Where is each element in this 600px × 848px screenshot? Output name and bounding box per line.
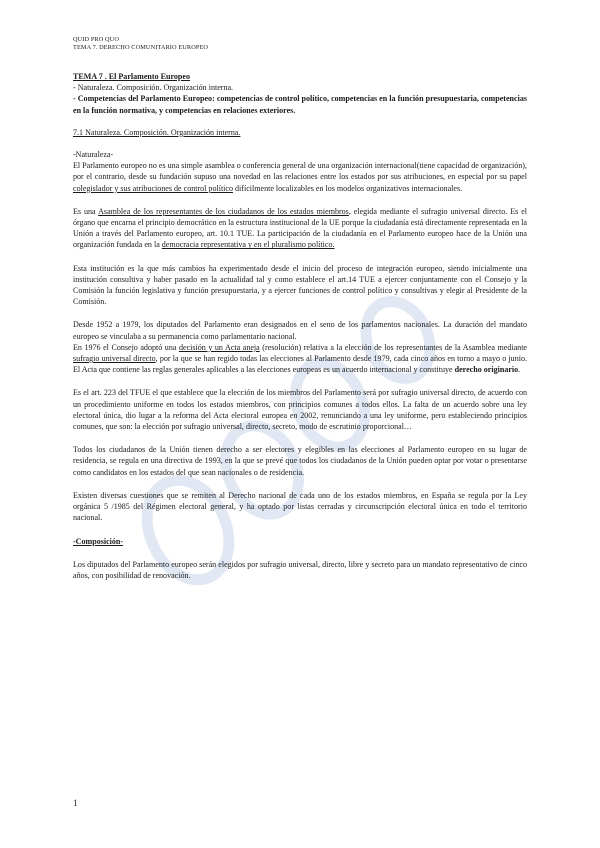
paragraph-9: Los diputados del Parlamento europeo serán elegidos por sufragio universal, directo, libre y secreto para un mandato representativo de cinco años, con posibilidad de renovación. [73,559,527,580]
document-body [73,71,527,581]
paragraph-6: Es el art. 223 del TFUE el que establece que la elección de los miembros del Parlamento será por sufragio universal directo, de acuerdo con un procedimiento uniforme en todos los estados miembros, con principios comunes a todos ellos. La falta de un acuerdo sobre una ley electoral única, dio lugar a la reforma del Acta electoral europea en 2002, renunciando a una ley uniforme, pero estableciendo principios comunes, que son: la elección por sufragio universal, directo, secreto, modo de escrutinio proporcional… [73,388,527,432]
page-number: 1 [73,798,78,808]
paragraph-3: Esta institución es la que más cambios ha experimentado desde el inicio del proceso de integración europeo, siendo inicialmente una institución consultiva y haber pasado en la actualidad tal y como establece el art.14 TUE a ejercer conjuntamente con el Consejo y la Comisión la función legislativa y función presupuestaria, y a ejercer funciones de control político y consultivas y elegir al Presidente de la Comisión. [73,263,527,307]
paragraph-4: Desde 1952 a 1979, los diputados del Parlamento eran designados en el seno de los parlamentos nacionales. La duración del mandato europeo se vinculaba a su permanencia como parlamentario nacional. [73,320,527,341]
document-title: TEMA 7 . El Parlamento Europeo [73,72,190,81]
paragraph-2: Es una Asamblea de los representantes de los ciudadanos de los estados miembros, elegida mediante el sufragio universal directo. Es el órgano que encarna el principio democrático en la estructura institucional de la UE porque la ciudadanía está directamente representada en la Unión a través del Parlamento europeo, art. 10.1 TUE. La participación de la ciudadanía en el Parlamento europeo hace de la Unión una organización fundada en la democracia representativa y en el pluralismo político. [73,206,527,250]
header-line-1: QUID PRO QUO [73,36,119,43]
naturaleza-heading: -Naturaleza- [73,150,114,160]
section-heading: 7.1 Naturaleza. Composición. Organización interna. [73,127,241,137]
composicion-heading: -Composición- [73,536,124,546]
paragraph-5: En 1976 el Consejo adoptó una decisión y un Acta aneja (resolución) relativa a la elección de los representantes de la Asamblea mediante sufragio universal directo, por la que se han regido todas las elecciones al Parlamento desde 1979, cada cinco años en torno a mayo o junio. El Acta que contiene las reglas generales aplicables a las elecciones europeas es un acuerdo internacional y constituye derecho originario. [73,342,528,375]
running-header [73,36,208,52]
paragraph-7: Todos los ciudadanos de la Unión tienen derecho a ser electores y elegibles en las elecciones al Parlamento europeo en su lugar de residencia, se regula en una directiva de 1993, en la que se prevé que todos los ciudadanos de la Unión pueden optar por votar o presentarse como candidatos en los estados del que sean nacionales o de residencia. [73,445,527,477]
outline-item-2: - Competencias del Parlamento Europeo: competencias de control político, competencias en la función presupuestaria, competencias en la función normativa, y competencias en relaciones exteriores. [73,94,527,115]
paragraph-8: Existen diversas cuestiones que se remiten al Derecho nacional de cada uno de los estados miembros, en España se regula por la Ley orgánica 5 /1985 del Régimen electoral general, y ha optado por listas cerradas y circunscripción electoral única en todo el territorio nacional. [73,490,527,523]
header-line-2: TEMA 7. DERECHO COMUNITARIO EUROPEO [73,44,209,51]
paragraph-1: El Parlamento europeo no es una simple asamblea o conferencia general de una organización internacional(tiene capacidad de organización), por el contrario, desde su fundación supuso una novedad en las relaciones entre los estados por sus atribuciones, en especial por su papel colegislador y sus atribuciones de control político difícilmente localizables en los modelos organizativos internacionales. [73,161,527,193]
outline-item-1: - Naturaleza. Composición. Organización interna. [73,83,234,93]
